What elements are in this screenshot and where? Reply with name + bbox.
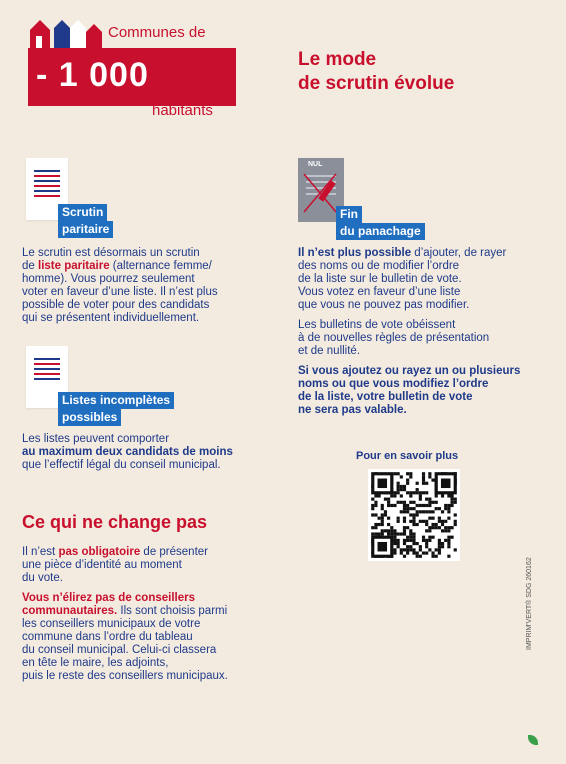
- text-line: que l’effectif légal du conseil municipal.: [22, 459, 221, 471]
- fin-panachage-tag: [336, 206, 425, 240]
- text-line: Il n’est pas obligatoire de présenter: [22, 546, 208, 558]
- text-line: de la liste sur le bulletin de vote.: [298, 273, 462, 285]
- text-line: des noms ou de modifier l’ordre: [298, 260, 460, 272]
- tag-line: Listes incomplètes: [58, 392, 174, 409]
- text-line: commune dans l’ordre du tableau: [22, 631, 193, 643]
- text-line: Les listes peuvent comporter: [22, 433, 170, 445]
- text-line: homme). Vous pourrez seulement: [22, 273, 195, 285]
- header-top-text: Communes de: [108, 24, 206, 41]
- unchanged-text: [22, 546, 292, 683]
- text-line: au maximum deux candidats de moins: [22, 446, 233, 458]
- text-line: en tête le maire, les adjoints,: [22, 657, 169, 669]
- text-line: Vous n’élirez pas de conseillers: [22, 592, 195, 604]
- tag-line: paritaire: [58, 221, 113, 238]
- text-line: du conseil municipal. Celui-ci classera: [22, 644, 217, 656]
- text-line: une pièce d’identité au moment: [22, 559, 182, 571]
- text-line: communautaires. Ils sont choisis parmi: [22, 605, 228, 617]
- text-line: possible de voter pour des candidats: [22, 299, 210, 311]
- more-info-title: Pour en savoir plus: [356, 450, 459, 462]
- text-line: Le scrutin est désormais un scrutin: [22, 247, 200, 259]
- text-line: Les bulletins de vote obéissent: [298, 319, 456, 331]
- text-line: de liste paritaire (alternance femme/: [22, 260, 212, 272]
- listes-incompletes-tag: [58, 392, 174, 426]
- leaf-icon: [528, 735, 538, 745]
- bold-text: liste paritaire: [38, 260, 110, 272]
- text-line: qui se présentent individuellement.: [22, 312, 200, 324]
- tag-line: possibles: [58, 409, 121, 426]
- text-line: Si vous ajoutez ou rayez un ou plusieurs: [298, 365, 521, 377]
- qr-code[interactable]: [368, 469, 460, 561]
- text-line: que vous ne pouvez pas modifier.: [298, 299, 470, 311]
- section-title-unchanged: Ce qui ne change pas: [22, 512, 208, 532]
- tag-line: du panachage: [336, 223, 425, 240]
- text-line: et de nullité.: [298, 345, 361, 357]
- text-line: Vous votez en faveur d’une liste: [298, 286, 461, 298]
- main-title-line1: Le mode: [298, 49, 377, 70]
- header-big-number: - 1 000: [36, 56, 149, 94]
- text-line: Il n’est plus possible d’ajouter, de rayer: [298, 247, 507, 259]
- text-line: du vote.: [22, 572, 63, 584]
- fin-panachage-text: [298, 247, 548, 417]
- listes-incompletes-text: [22, 433, 292, 472]
- header-bottom-text: habitants: [152, 102, 213, 119]
- imprim-vert-label: IMPRIM'VERT® SDG 260162: [526, 557, 533, 650]
- tag-line: Fin: [336, 206, 362, 223]
- text-line: voter en faveur d’une liste. Il n’est plus: [22, 286, 218, 298]
- main-title-line2: de scrutin évolue: [298, 73, 455, 94]
- null-label: NUL: [308, 161, 323, 168]
- text-line: de la liste, votre bulletin de vote: [298, 391, 473, 403]
- text-line: à de nouvelles règles de présentation: [298, 332, 490, 344]
- tag-line: Scrutin: [58, 204, 107, 221]
- scrutin-paritaire-tag: [58, 204, 113, 238]
- text-line: noms ou que vous modifiez l’ordre: [298, 378, 489, 390]
- text-line: les conseillers municipaux de votre: [22, 618, 201, 630]
- text-line: ne sera pas valable.: [298, 404, 407, 416]
- scrutin-paritaire-text: [22, 247, 282, 325]
- houses-icon: [28, 18, 108, 50]
- text-line: puis le reste des conseillers municipaux.: [22, 670, 228, 682]
- main-title: [298, 48, 538, 96]
